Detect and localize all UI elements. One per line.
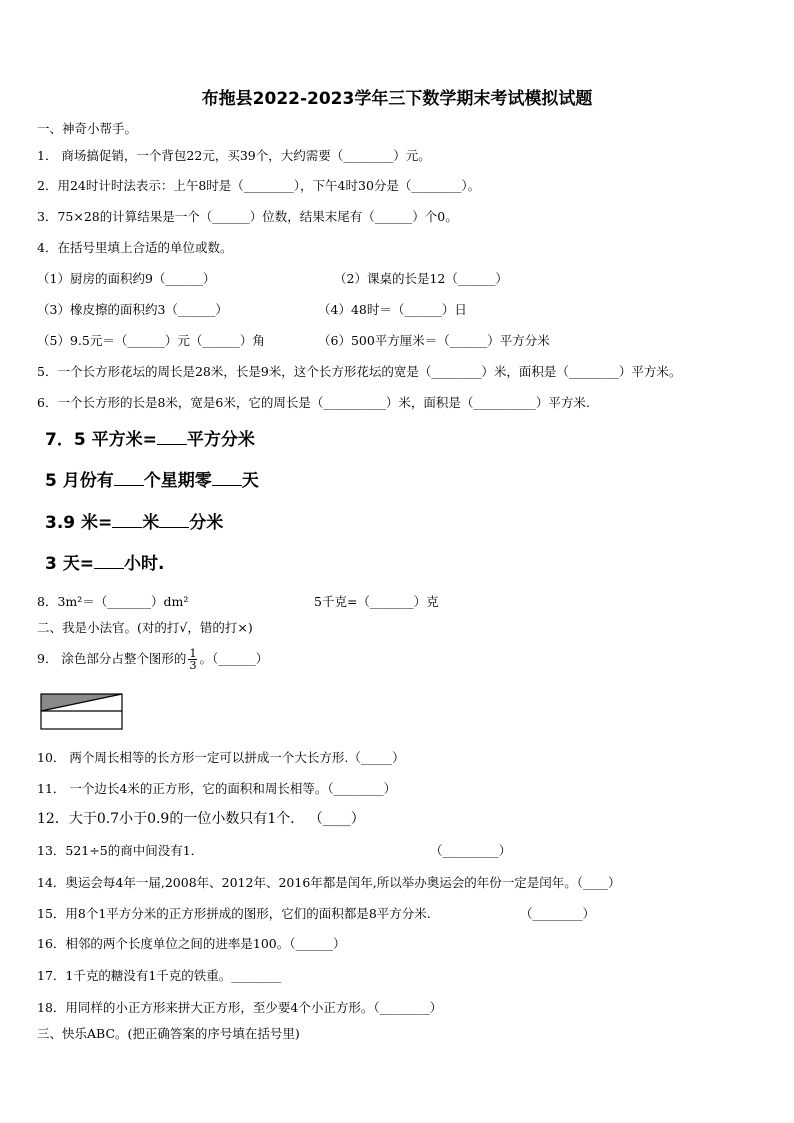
question-4-5: （5）9.5元＝（______）元（______）角 <box>37 333 265 348</box>
blank <box>159 512 189 528</box>
q7-a-text: 7．5 平方米= <box>45 430 157 450</box>
section-3-heading: 三、快乐ABC。(把正确答案的序号填在括号里) <box>37 1026 300 1041</box>
question-7-line-2 <box>45 469 259 493</box>
fraction-numerator: 1 <box>189 647 197 660</box>
q7-a-unit: 平方分米 <box>186 430 255 450</box>
question-5: 5．一个长方形花坛的周长是28米，长是9米，这个长方形花坛的宽是（________）米，面积是（________）平方米。 <box>37 364 682 379</box>
question-7-line-1 <box>45 428 255 452</box>
question-4-6: （6）500平方厘米＝（______）平方分米 <box>318 333 550 348</box>
question-15-answer: （________） <box>520 906 596 921</box>
q7-d-text: 3 天= <box>45 554 94 574</box>
section-2-heading: 二、我是小法官。(对的打√，错的打×) <box>37 620 253 635</box>
question-4-3: （3）橡皮擦的面积约3（______） <box>37 302 228 317</box>
question-9 <box>37 646 268 672</box>
question-12: 12．大于0.7小于0.9的一位小数只有1个． （____） <box>37 811 365 827</box>
question-13-answer: （_________） <box>430 843 512 858</box>
question-7-line-4 <box>45 552 164 576</box>
question-14: 14．奥运会每4年一届,2008年、2012年、2016年都是闰年,所以举办奥运会的年份一定是闰年。（____） <box>37 875 621 890</box>
question-18: 18．用同样的小正方形来拼大正方形，至少要4个小正方形。（________） <box>37 1000 443 1015</box>
blank <box>94 553 124 569</box>
question-17: 17．1千克的糖没有1千克的铁重。________ <box>37 968 282 983</box>
question-13: 13．521÷5的商中间没有1． <box>37 843 204 858</box>
question-4-4: （4）48时＝（______）日 <box>318 302 467 317</box>
blank <box>112 512 142 528</box>
q7-b-mid: 个星期零 <box>143 471 212 491</box>
q7-b-unit: 天 <box>241 471 259 491</box>
blank <box>114 470 144 486</box>
question-4: 4．在括号里填上合适的单位或数。 <box>37 240 233 255</box>
question-3: 3．75×28的计算结果是一个（______）位数，结果末尾有（______）个0。 <box>37 209 458 224</box>
question-6: 6．一个长方形的长是8米，宽是6米，它的周长是（__________）米，面积是（__________）平方米. <box>37 395 590 410</box>
blank <box>157 429 187 445</box>
section-1-heading: 一、神奇小帮手。 <box>37 121 138 136</box>
q7-c-unit: 分米 <box>189 513 224 533</box>
q7-c-text: 3.9 米= <box>45 513 113 533</box>
question-11: 11． 一个边长4米的正方形，它的面积和周长相等。（________） <box>37 781 397 796</box>
question-1: 1． 商场搞促销，一个背包22元，买39个，大约需要（________）元。 <box>37 148 431 163</box>
question-7-line-3 <box>45 511 223 535</box>
question-2: 2．用24时计时法表示：上午8时是（________），下午4时30分是（________）。 <box>37 178 481 193</box>
page-title: 布拖县2022-2023学年三下数学期末考试模拟试题 <box>201 89 593 109</box>
question-10: 10． 两个周长相等的长方形一定可以拼成一个大长方形.（_____） <box>37 750 405 765</box>
question-8-b: 5千克=（_______）克 <box>314 594 439 609</box>
fraction <box>188 648 197 671</box>
question-16: 16．相邻的两个长度单位之间的进率是100。（______） <box>37 936 346 951</box>
q9-text: 9． 涂色部分占整个图形的 <box>37 651 187 666</box>
question-4-1: （1）厨房的面积约9（______） <box>37 271 216 286</box>
fraction-denominator: 3 <box>189 659 197 672</box>
question-4-2: （2）课桌的长是12（______） <box>334 271 508 286</box>
question-15: 15．用8个1平方分米的正方形拼成的图形，它们的面积都是8平方分米. <box>37 906 431 921</box>
question-8-a: 8．3m²＝（_______）dm² <box>37 594 189 609</box>
blank <box>212 470 242 486</box>
shaded-rectangle-figure <box>40 693 124 731</box>
q9-answer: 。（______） <box>199 651 269 666</box>
q7-d-unit: 小时. <box>124 554 165 574</box>
q7-c-mid: 米 <box>142 513 160 533</box>
q7-b-text: 5 月份有 <box>45 471 114 491</box>
